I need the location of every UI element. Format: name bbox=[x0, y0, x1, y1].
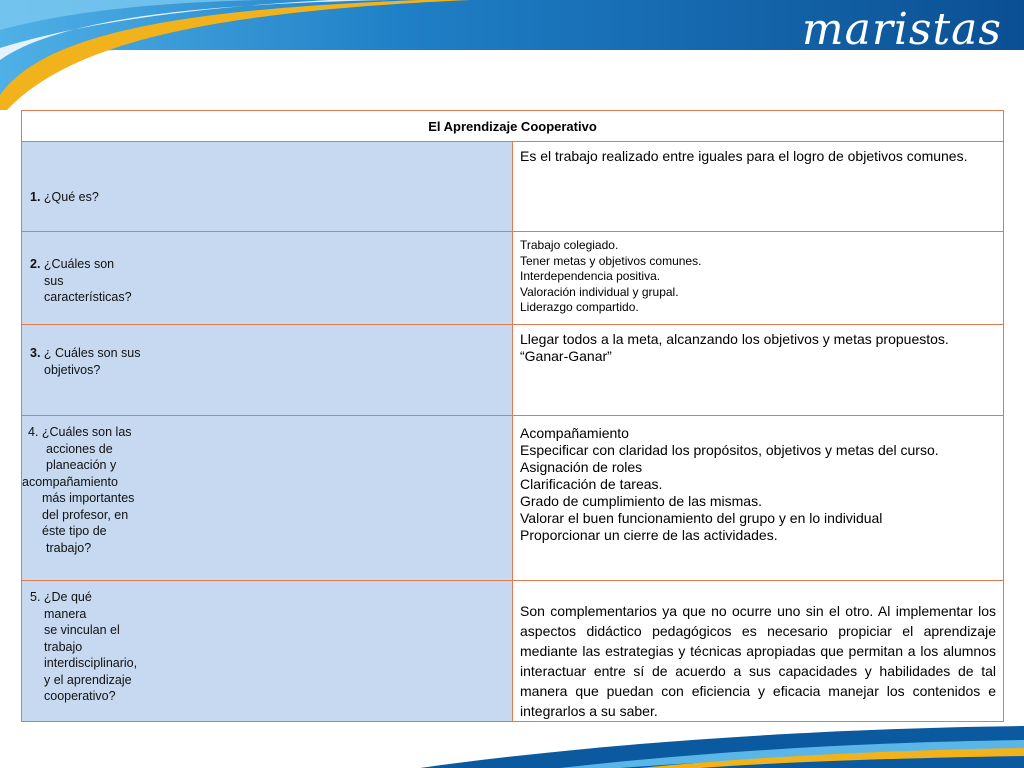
question-line: 4. ¿Cuáles son las bbox=[28, 425, 132, 439]
answer-line: Trabajo colegiado. bbox=[520, 238, 619, 252]
answer-line: Especificar con claridad los propósitos, objetivos y metas del curso. bbox=[520, 442, 939, 458]
question-line: objetivos? bbox=[44, 362, 101, 377]
answer-line: Valoración individual y grupal. bbox=[520, 284, 679, 299]
answer-text: Son complementarios ya que no ocurre uno sin el otro. Al implementar los aspectos didáctico pedagógicos es necesario propiciar el aprendizaje mediante las estrategias y técnicas apropiadas que permitan a los alumnos interactuar entre sí de acuerdo a sus capacidades y habilidades de tal manera que puedan con eficiencia y eficacia manejar los contenidos e integrarlos a su saber. bbox=[520, 603, 996, 719]
table-row bbox=[22, 142, 1004, 232]
question-line: características? bbox=[44, 290, 132, 305]
answer-cell bbox=[513, 232, 1004, 325]
question-line: trabajo bbox=[44, 639, 83, 654]
question-line: cooperativo? bbox=[44, 689, 116, 703]
table-title-row bbox=[22, 111, 1004, 142]
table-row bbox=[22, 232, 1004, 325]
question-line: éste tipo de bbox=[42, 524, 107, 538]
question-line: trabajo? bbox=[46, 540, 92, 555]
table-row bbox=[22, 325, 1004, 416]
question-line: planeación y bbox=[46, 458, 117, 472]
question-cell bbox=[22, 232, 513, 325]
question-line: del profesor, en bbox=[42, 507, 129, 522]
answer-line: Acompañamiento bbox=[520, 425, 629, 441]
question-line: y el aprendizaje bbox=[44, 672, 132, 687]
cooperative-learning-table bbox=[21, 110, 1004, 722]
answer-text: Llegar todos a la meta, alcanzando los objetivos y metas propuestos. “Ganar-Ganar” bbox=[520, 331, 949, 364]
answer-cell bbox=[513, 416, 1004, 581]
question-line: ¿Cuáles son bbox=[43, 257, 115, 272]
question-line: sus bbox=[44, 273, 64, 288]
answer-cell bbox=[513, 325, 1004, 416]
answer-line: Asignación de roles bbox=[520, 459, 643, 475]
question-line: interdisciplinario, bbox=[44, 656, 138, 670]
question-line: ¿ Cuáles son sus bbox=[43, 346, 141, 360]
question-line: manera bbox=[44, 606, 87, 621]
answer-line: Liderazgo compartido. bbox=[520, 300, 639, 314]
question-line: se vinculan el bbox=[44, 623, 120, 637]
question-cell bbox=[22, 581, 513, 722]
table-title: El Aprendizaje Cooperativo bbox=[22, 111, 1004, 142]
question-line: 5. ¿De qué bbox=[30, 590, 92, 604]
answer-text: Es el trabajo realizado entre iguales para el logro de objetivos comunes. bbox=[520, 148, 968, 164]
question-cell bbox=[22, 416, 513, 581]
table-row bbox=[22, 581, 1004, 722]
answer-cell bbox=[513, 581, 1004, 722]
maristas-logo: maristas bbox=[801, 4, 1002, 55]
answer-line: Grado de cumplimiento de las mismas. bbox=[520, 493, 762, 509]
question-number: 1. bbox=[30, 190, 41, 205]
answer-line: Proporcionar un cierre de las actividades. bbox=[520, 527, 778, 543]
table-row bbox=[22, 416, 1004, 581]
answer-line: Clarificación de tareas. bbox=[520, 476, 663, 492]
question-line: acciones de bbox=[46, 441, 113, 456]
question-number: 2. bbox=[30, 257, 41, 272]
question-cell bbox=[22, 325, 513, 416]
answer-line: Tener metas y objetivos comunes. bbox=[520, 253, 702, 268]
question-text: ¿Qué es? bbox=[43, 190, 99, 205]
question-line: más importantes bbox=[42, 491, 135, 505]
question-cell bbox=[22, 142, 513, 232]
answer-cell bbox=[513, 142, 1004, 232]
answer-line: Interdependencia positiva. bbox=[520, 269, 661, 283]
question-number: 3. bbox=[30, 346, 41, 360]
question-line: acompañamiento bbox=[22, 474, 118, 489]
answer-line: Valorar el buen funcionamiento del grupo y en lo individual bbox=[520, 510, 883, 526]
